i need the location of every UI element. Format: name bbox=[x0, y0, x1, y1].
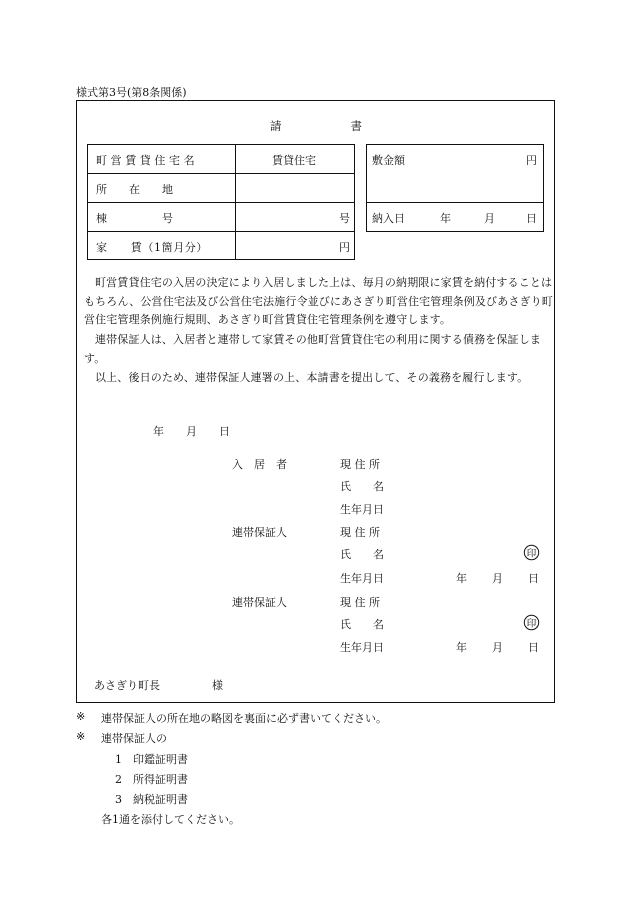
svg-text:印: 印 bbox=[526, 548, 537, 560]
table-divider bbox=[87, 173, 355, 174]
note-item: 2 所得証明書 bbox=[115, 773, 188, 786]
addressee: あさぎり町長 bbox=[94, 679, 160, 692]
guarantor-1-birth-label: 生年月日 bbox=[340, 572, 384, 585]
payment-month-label: 月 bbox=[484, 212, 495, 225]
deposit-unit: 円 bbox=[526, 154, 537, 167]
table-divider bbox=[366, 202, 544, 203]
building-number-label: 棟 号 bbox=[96, 212, 173, 225]
guarantor-1-address-label: 現 住 所 bbox=[340, 526, 380, 539]
building-number-unit: 号 bbox=[339, 212, 350, 225]
table-divider bbox=[87, 231, 355, 232]
guarantor-1-year-label: 年 bbox=[456, 572, 467, 585]
note-mark: ※ bbox=[76, 730, 86, 743]
guarantor-2-month-label: 月 bbox=[492, 641, 503, 654]
payment-date-label: 納入日 bbox=[372, 212, 405, 225]
seal-icon bbox=[523, 614, 540, 631]
guarantor-1-day-label: 日 bbox=[528, 572, 539, 585]
tenant-birth-label: 生年月日 bbox=[340, 503, 384, 516]
deposit-label: 敷金額 bbox=[372, 154, 405, 167]
note-item: 3 納税証明書 bbox=[115, 793, 188, 806]
tenant-address-label: 現 住 所 bbox=[340, 458, 380, 471]
location-label: 所 在 地 bbox=[96, 183, 173, 196]
note-2: 連帯保証人の bbox=[101, 732, 167, 745]
body-paragraph-3: 以上、後日のため、連帯保証人連署の上、本請書を提出して、その義務を履行します。 bbox=[95, 371, 529, 384]
date-line: 年 月 日 bbox=[153, 425, 230, 438]
table-divider bbox=[235, 144, 236, 260]
note-1: 連帯保証人の所在地の略図を裏面に必ず書いてください。 bbox=[101, 712, 387, 725]
document-title: 請 書 bbox=[270, 119, 362, 133]
guarantor-1-name-label: 氏 名 bbox=[340, 548, 384, 561]
housing-name-label: 町営賃貸住宅名 bbox=[96, 154, 199, 167]
tenant-name-label: 氏 名 bbox=[340, 480, 384, 493]
payment-day-label: 日 bbox=[526, 212, 537, 225]
seal-icon bbox=[523, 544, 540, 561]
note-closing: 各1通を添付してください。 bbox=[101, 813, 240, 826]
svg-text:印: 印 bbox=[526, 618, 537, 630]
guarantor-2-label: 連帯保証人 bbox=[232, 596, 287, 609]
guarantor-2-birth-label: 生年月日 bbox=[340, 641, 384, 654]
payment-year-label: 年 bbox=[440, 212, 451, 225]
form-number-label: 様式第3号(第8条関係) bbox=[76, 86, 187, 99]
rent-unit: 円 bbox=[339, 241, 350, 254]
guarantor-2-address-label: 現 住 所 bbox=[340, 596, 380, 609]
tenant-label: 入 居 者 bbox=[232, 458, 287, 471]
rent-label: 家 賃（1箇月分） bbox=[96, 241, 208, 254]
honorific: 様 bbox=[212, 679, 223, 692]
body-paragraph-1: 町営賃貸住宅の入居の決定により入居しました上は、毎月の納期限に家賃を納付することはもちろん、公営住宅法及び公営住宅法施行令並びにあさぎり町営住宅管理条例及びあさぎり町営住宅管理条例施行規則、あさぎり町営賃貸住宅管理条例を遵守します。 bbox=[84, 276, 553, 326]
note-mark: ※ bbox=[76, 710, 86, 723]
housing-name-value: 賃貸住宅 bbox=[272, 154, 316, 167]
guarantor-1-label: 連帯保証人 bbox=[232, 526, 287, 539]
guarantor-2-year-label: 年 bbox=[456, 641, 467, 654]
note-item: 1 印鑑証明書 bbox=[115, 753, 188, 766]
table-divider bbox=[87, 202, 355, 203]
guarantor-2-name-label: 氏 名 bbox=[340, 618, 384, 631]
body-paragraph-2: 連帯保証人は、入居者と連帯して家賃その他町営賃貸住宅の利用に関する債務を保証します。 bbox=[84, 333, 541, 365]
guarantor-2-day-label: 日 bbox=[528, 641, 539, 654]
guarantor-1-month-label: 月 bbox=[492, 572, 503, 585]
